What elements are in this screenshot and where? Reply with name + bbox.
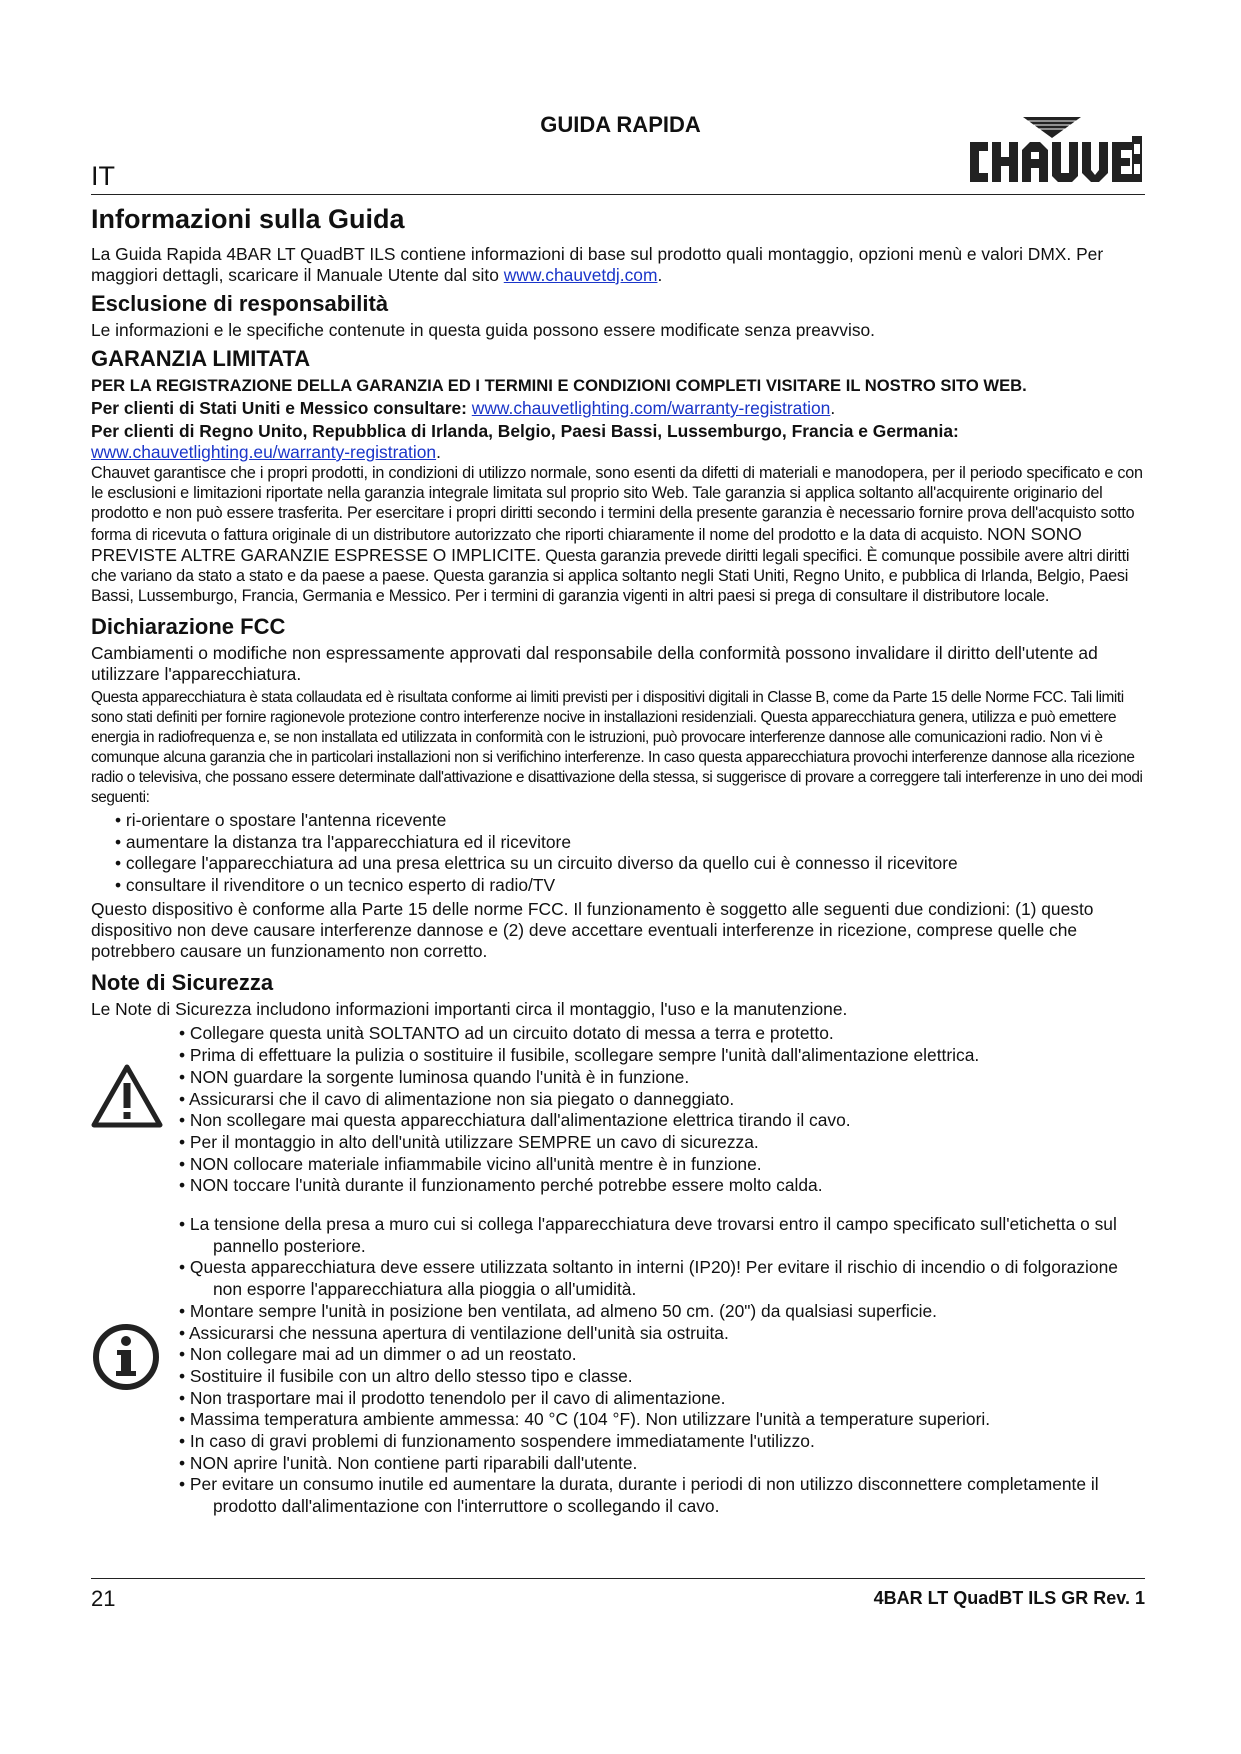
warning-triangle-icon [91,1063,163,1129]
chauvet-dj-logo [964,114,1142,192]
warranty-body-4: Per i termini di garanzia vigenti in altri paesi si prega di consultare il distributore locale. [454,587,1050,606]
about-end: . [657,265,663,285]
warranty-registration-line: PER LA REGISTRAZIONE DELLA GARANZIA ED I TERMINI E CONDIZIONI COMPLETI VISITARE IL NOSTRO SITO WEB. [91,376,1027,395]
warranty-us-label: Per clienti di Stati Uniti e Messico consultare: [91,398,472,418]
fcc-bullet: • collegare l'apparecchiatura ad una presa elettrica su un circuito diverso da quello cui è connesso il ricevitore [115,853,958,874]
info-item: • In caso di gravi problemi di funzionamento sospendere immediatamente l'utilizzo. [179,1431,815,1452]
warning-item: • Prima di effettuare la pulizia o sostituire il fusibile, scollegare sempre l'unità dall'alimentazione elettrica. [179,1045,980,1066]
fcc-body: Questa apparecchiatura è stata collaudata ed è risultata conforme ai limiti previsti per i dispositivi digitali in Classe B, come da Parte 15 delle Norme FCC. Tali limiti sono stati definiti per fornire ragionevole protezione contro interferenze nocive in installazioni residenziali. Questa apparecchiatura genera, utilizza e può emettere energia in radiofrequenza e, se non installata ed utilizzata in conformità con le istruzioni, può provocare interferenze dannose alle comunicazioni radio. Non vi è comunque alcuna garanzia che in particolari installazioni non si verifichino interferenze. In caso questa apparecchiatura provochi interferenze dannose alla ricezione radio o televisiva, che possano essere determinate dall'attivazione e disattivazione della stessa, si suggerisce di provare a correggere tali interferenze in uno dei modi seguenti: [91,689,1143,807]
fcc-bullet-list [91,810,1145,896]
warning-item: • NON toccare l'unità durante il funzionamento perché potrebbe essere molto calda. [179,1175,823,1196]
chauvetdj-link[interactable]: www.chauvetdj.com [503,265,658,285]
warning-item: • NON collocare materiale infiammabile vicino all'unità mentre è in funzione. [179,1153,762,1174]
warranty-eu-link[interactable]: www.chauvetlighting.eu/warranty-registration [91,442,437,462]
warranty-us-link[interactable]: www.chauvetlighting.com/warranty-registration [471,398,831,418]
fcc-bullet: • aumentare la distanza tra l'apparecchiatura ed il ricevitore [115,831,572,852]
info-item: • Assicurarsi che nessuna apertura di ventilazione dell'unità sia ostruita. [179,1322,729,1343]
footer-rule [91,1578,1145,1579]
warning-item: • Non scollegare mai questa apparecchiatura dall'alimentazione elettrica tirando il cavo. [179,1110,851,1131]
warning-item: • Collegare questa unità SOLTANTO ad un circuito dotato di messa a terra e protetto. [179,1023,834,1044]
warning-list [91,1023,1145,1197]
warning-item: • Assicurarsi che il cavo di alimentazione non sia piegato o danneggiato. [179,1088,735,1109]
info-list [91,1214,1145,1518]
page-number: 21 [91,1586,116,1611]
warning-item: • Per il montaggio in alto dell'unità utilizzare SEMPRE un cavo di sicurezza. [179,1131,759,1152]
info-circle-icon [91,1322,161,1392]
warranty-body-1: Chauvet garantisce che i propri prodotti, in condizioni di utilizzo normale, sono esenti da difetti di materiali e manodopera, per il periodo specificato e con le esclusioni e limitazioni riportate nella garanzia integrale limitata sul proprio sito Web. Tale garanzia si applica soltanto all'acquirente originario del prodotto e non può essere trasferita. Per esercitare i propri diritti secondo i termini della presente garanzia è necessario fornire prova dell'acquisto sotto forma di ricevuta o fattura originale di un distributore autorizzato che riporti chiaramente il nome del prodotto e la data di acquisto. [91,464,1143,544]
fcc-intro: Cambiamenti o modifiche non espressamente approvati dal responsabile della conformità possono invalidare il diritto dell'utente ad utilizzare l'apparecchiatura. [91,643,1098,685]
info-item: • Questa apparecchiatura deve essere utilizzata soltanto in interni (IP20)! Per evitare il rischio di incendio o di folgorazione non esporre l'apparecchiatura alla pioggia o all'umidità. [179,1257,1118,1300]
warranty-body [91,463,1145,606]
fcc-title: Dichiarazione FCC [91,614,286,640]
info-item: • La tensione della presa a muro cui si collega l'apparecchiatura deve trovarsi entro il campo specificato sull'etichetta o sul pannello posteriore. [179,1214,1117,1256]
info-item: • Montare sempre l'unità in posizione ben ventilata, ad almeno 50 cm. (20") da qualsiasi superficie. [179,1300,937,1321]
info-item: • Sostituire il fusibile con un altro dello stesso tipo e classe. [179,1365,633,1386]
warranty-body-2: NON SONO PREVISTE ALTRE GARANZIE ESPRESSE O IMPLICITE. [91,523,1082,565]
warranty-eu-label: Per clienti di Regno Unito, Repubblica di Irlanda, Belgio, Paesi Bassi, Lussemburgo, Francia e Germania: [91,421,959,441]
about-text [91,244,1145,286]
fcc-closing: Questo dispositivo è conforme alla Parte 15 delle norme FCC. Il funzionamento è soggetto alle seguenti due condizioni: (1) questo dispositivo non deve causare interferenze dannose e (2) deve accettare eventuali interferenze in ricezione, comprese quelle che potrebbero causare un funzionamento non corretto. [91,899,1094,962]
warning-block [91,1023,1145,1197]
warranty-body-3: Questa garanzia prevede diritti legali specifici. È comunque possibile avere altri diritti che variano da stato a stato e da paese a paese. Questa garanzia si applica soltanto negli Stati Uniti, Regno Unito, e pubblica di Irlanda, Belgio, Paesi Bassi, Lussemburgo, Francia, Germania e Messico. [91,546,1130,606]
guide-title: GUIDA RAPIDA [540,112,701,137]
info-block [91,1214,1145,1518]
info-item: • Non trasportare mai il prodotto tenendolo per il cavo di alimentazione. [179,1387,726,1408]
warranty-title: GARANZIA LIMITATA [91,346,311,371]
language-code: IT [91,161,115,191]
document-reference: 4BAR LT QuadBT ILS GR Rev. 1 [873,1588,1145,1608]
fcc-bullet: • ri-orientare o spostare l'antenna ricevente [115,810,447,831]
fcc-bullet: • consultare il rivenditore o un tecnico esperto di radio/TV [115,874,556,895]
disclaimer-text: Le informazioni e le specifiche contenute in questa guida possono essere modificate senza preavviso. [91,320,876,340]
about-title: Informazioni sulla Guida [91,204,405,234]
safety-title: Note di Sicurezza [91,970,274,996]
warranty-us-line [91,398,1145,419]
safety-intro: Le Note di Sicurezza includono informazioni importanti circa il montaggio, l'uso e la manutenzione. [91,999,848,1020]
warning-item: • NON guardare la sorgente luminosa quando l'unità è in funzione. [179,1066,690,1087]
info-item: • Per evitare un consumo inutile ed aumentare la durata, durante i periodi di non utilizzo disconnettere completamente il prodotto dall'alimentazione con l'interruttore o scollegando il cavo. [179,1474,1099,1517]
info-item: • Non collegare mai ad un dimmer o ad un reostato. [179,1344,577,1365]
warranty-us-end: . [830,398,836,418]
warranty-eu-line [91,442,1145,463]
disclaimer-title: Esclusione di responsabilità [91,291,389,316]
about-body: La Guida Rapida 4BAR LT QuadBT ILS contiene informazioni di base sul prodotto quali montaggio, opzioni menù e valori DMX. Per maggiori dettagli, scaricare il Manuale Utente dal sito [91,244,1104,285]
info-item: • NON aprire l'unità. Non contiene parti riparabili dall'utente. [179,1452,638,1473]
main-content [91,204,1145,1518]
warranty-eu-end: . [436,442,441,462]
header-rule [91,194,1145,195]
info-item: • Massima temperatura ambiente ammessa: 40 °C (104 °F). Non utilizzare l'unità a temperature superiori. [179,1409,991,1430]
